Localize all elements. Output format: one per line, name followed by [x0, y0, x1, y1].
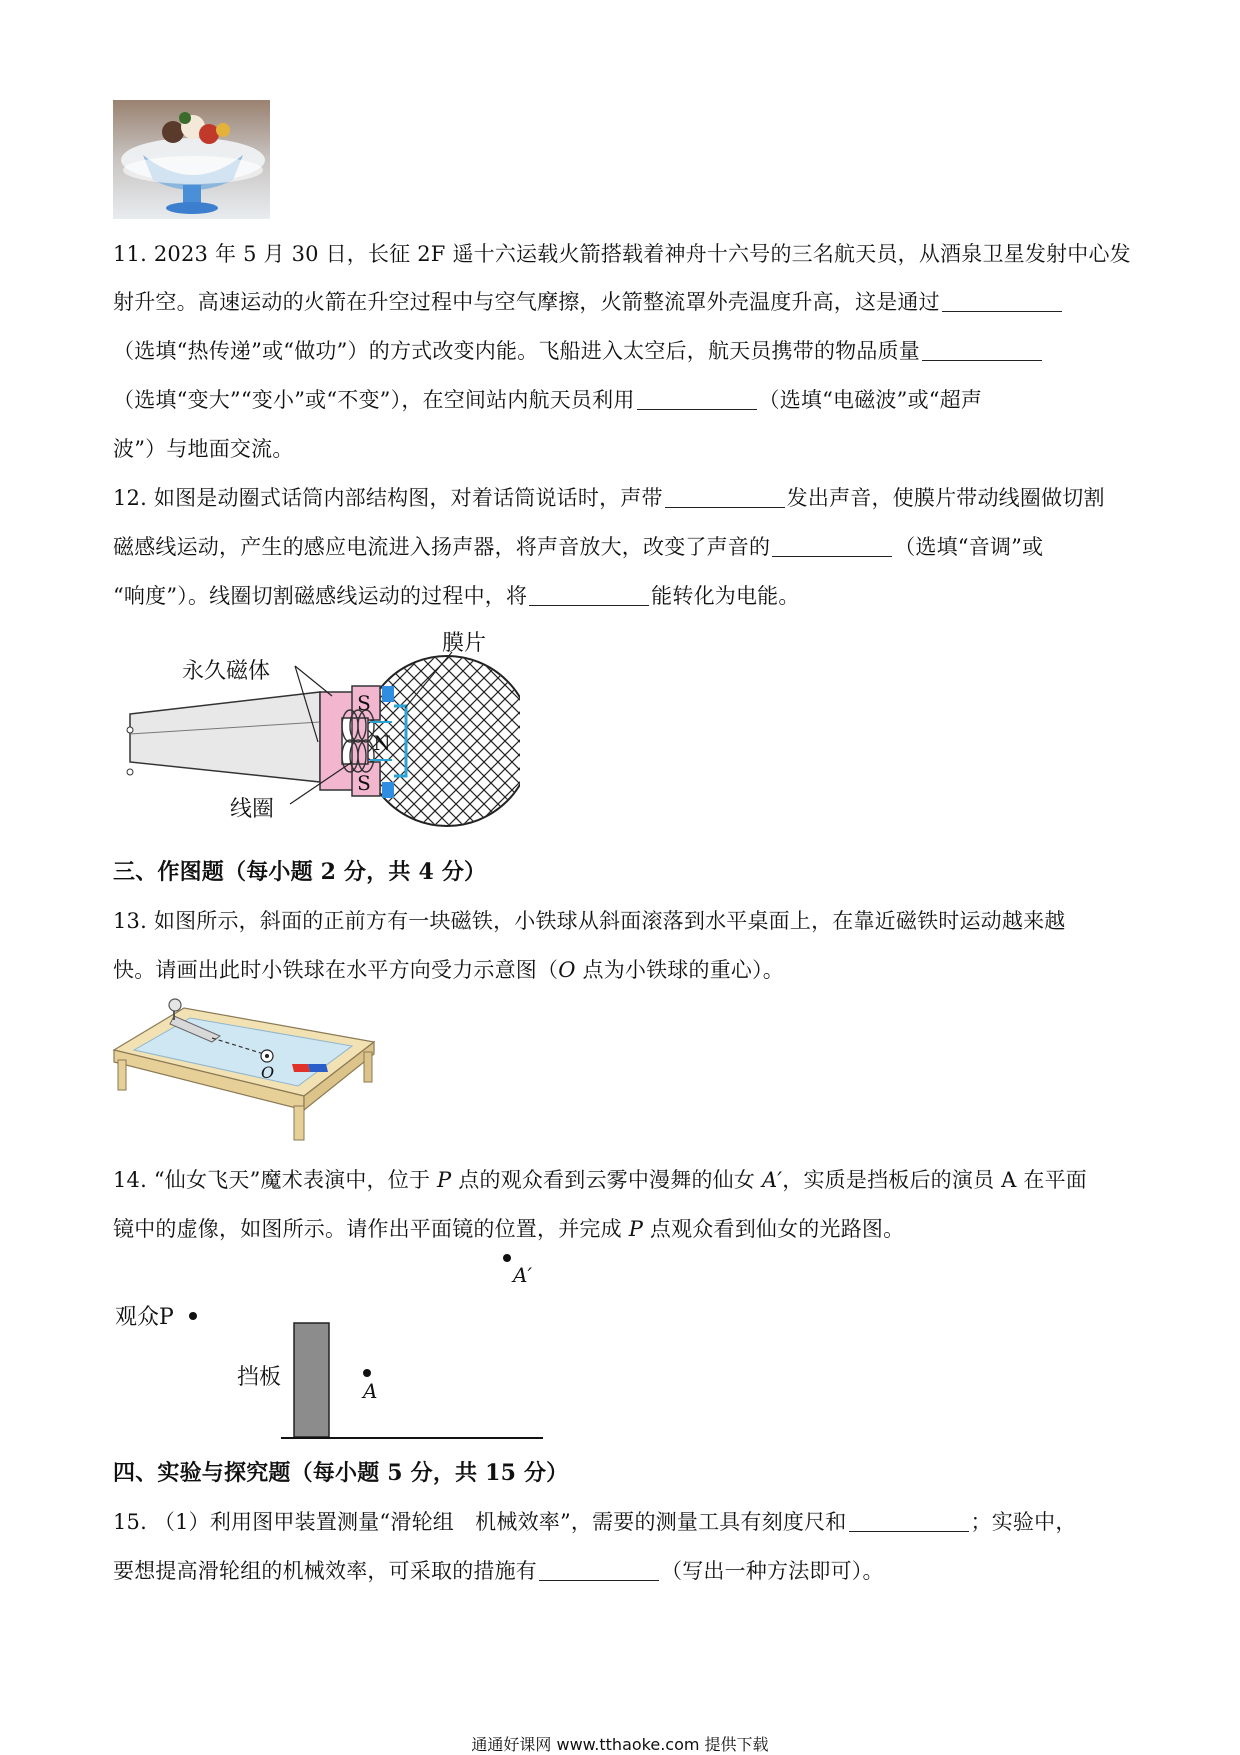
q14-text: 14. “仙女飞天”魔术表演中，位于 — [113, 1168, 438, 1192]
point-o-label: O — [261, 1063, 275, 1082]
answer-blank — [637, 389, 757, 410]
q12-text: “响度”）。线圈切割磁感线运动的过程中，将 — [113, 584, 528, 608]
table-magnet-figure — [112, 998, 382, 1143]
q14-line-1 — [113, 1164, 1087, 1194]
label-image-a-prime: A′ — [513, 1263, 532, 1287]
q14-line-2 — [113, 1213, 904, 1243]
section-3-title: 三、作图题（每小题 2 分，共 4 分） — [113, 859, 487, 885]
q15-text: 要想提高滑轮组的机械效率，可采取的措施有 — [113, 1559, 537, 1583]
pole-n: N — [373, 731, 391, 755]
dessert-photo — [113, 100, 270, 219]
q11-line-3 — [113, 335, 1044, 365]
label-viewer-p: 观众P — [115, 1305, 174, 1330]
answer-blank — [665, 487, 785, 508]
q14-text: 点观众看到仙女的光路图。 — [643, 1217, 905, 1241]
microphone-diagram — [120, 622, 520, 832]
q11-line-4 — [113, 384, 982, 414]
q11-text: （选填“热传递”或“做功”）的方式改变内能。飞船进入太空后，航天员携带的物品质量 — [113, 339, 920, 363]
q14-text: ，实质是挡板后的演员 A 在平面 — [782, 1168, 1087, 1192]
q14-var: P — [437, 1168, 452, 1192]
q13-line-1: 13. 如图所示，斜面的正前方有一块磁铁，小铁球从斜面滚落到水平桌面上，在靠近磁铁时运动越来越 — [113, 909, 1066, 933]
q11-line-1: 11. 2023 年 5 月 30 日，长征 2F 遥十六运载火箭搭载着神舟十六号的三名航天员，从酒泉卫星发射中心发 — [113, 242, 1131, 266]
q14-text: 点的观众看到云雾中漫舞的仙女 — [451, 1168, 762, 1192]
q14-var: P — [628, 1217, 644, 1241]
answer-blank — [539, 1560, 659, 1581]
q13-text: 快。请画出此时小铁球在水平方向受力示意图（ — [113, 958, 559, 982]
q12-text: 发出声音，使膜片带动线圈做切割 — [786, 486, 1105, 510]
q12-text: 12. 如图是动圈式话筒内部结构图，对着话筒说话时，声带 — [113, 486, 663, 510]
q14-var: A′ — [761, 1168, 783, 1192]
q11-line-2 — [113, 286, 1064, 316]
q12-text: 磁感线运动，产生的感应电流进入扬声器，将声音放大，改变了声音的 — [113, 535, 771, 559]
q15-text: 15. （1）利用图甲装置测量“滑轮组 机械效率”，需要的测量工具有刻度尺和 — [113, 1510, 847, 1534]
q13-text: 点为小铁球的重心）。 — [575, 958, 784, 982]
mirror-figure — [113, 1252, 563, 1452]
q15-text: （写出一种方法即可）。 — [661, 1559, 884, 1583]
label-board: 挡板 — [237, 1365, 282, 1390]
answer-blank — [529, 585, 649, 606]
q12-line-3 — [113, 580, 800, 610]
q15-line-1 — [113, 1506, 1077, 1536]
answer-blank — [849, 1511, 969, 1532]
q13-var: O — [558, 958, 576, 982]
q11-text: （选填“电磁波”或“超声 — [758, 388, 983, 412]
q11-text: 射升空。高速运动的火箭在升空过程中与空气摩擦，火箭整流罩外壳温度升高，这是通过 — [113, 290, 940, 314]
pole-s-top: S — [357, 691, 371, 715]
section-4-title: 四、实验与探究题（每小题 5 分，共 15 分） — [113, 1460, 569, 1486]
q13-line-2 — [113, 954, 784, 984]
q12-line-1 — [113, 482, 1105, 512]
q15-text: ；实验中， — [970, 1510, 1077, 1534]
q14-text: 镜中的虚像，如图所示。请作出平面镜的位置，并完成 — [113, 1217, 629, 1241]
page-footer: 通通好课网 www.tthaoke.com 提供下载 — [471, 1735, 769, 1754]
label-actor-a: A — [363, 1379, 378, 1403]
q15-line-2 — [113, 1555, 884, 1585]
pole-s-bottom: S — [357, 771, 371, 795]
label-coil: 线圈 — [230, 797, 275, 822]
answer-blank — [772, 536, 892, 557]
q12-line-2 — [113, 531, 1043, 561]
label-permanent-magnet: 永久磁体 — [182, 659, 271, 684]
q11-line-5: 波”）与地面交流。 — [113, 437, 294, 461]
q12-text: （选填“音调”或 — [894, 535, 1044, 559]
q12-text: 能转化为电能。 — [651, 584, 800, 608]
q11-text: （选填“变大”“变小”或“不变”），在空间站内航天员利用 — [113, 388, 635, 412]
answer-blank — [922, 340, 1042, 361]
label-diaphragm: 膜片 — [442, 631, 487, 656]
answer-blank — [942, 291, 1062, 312]
